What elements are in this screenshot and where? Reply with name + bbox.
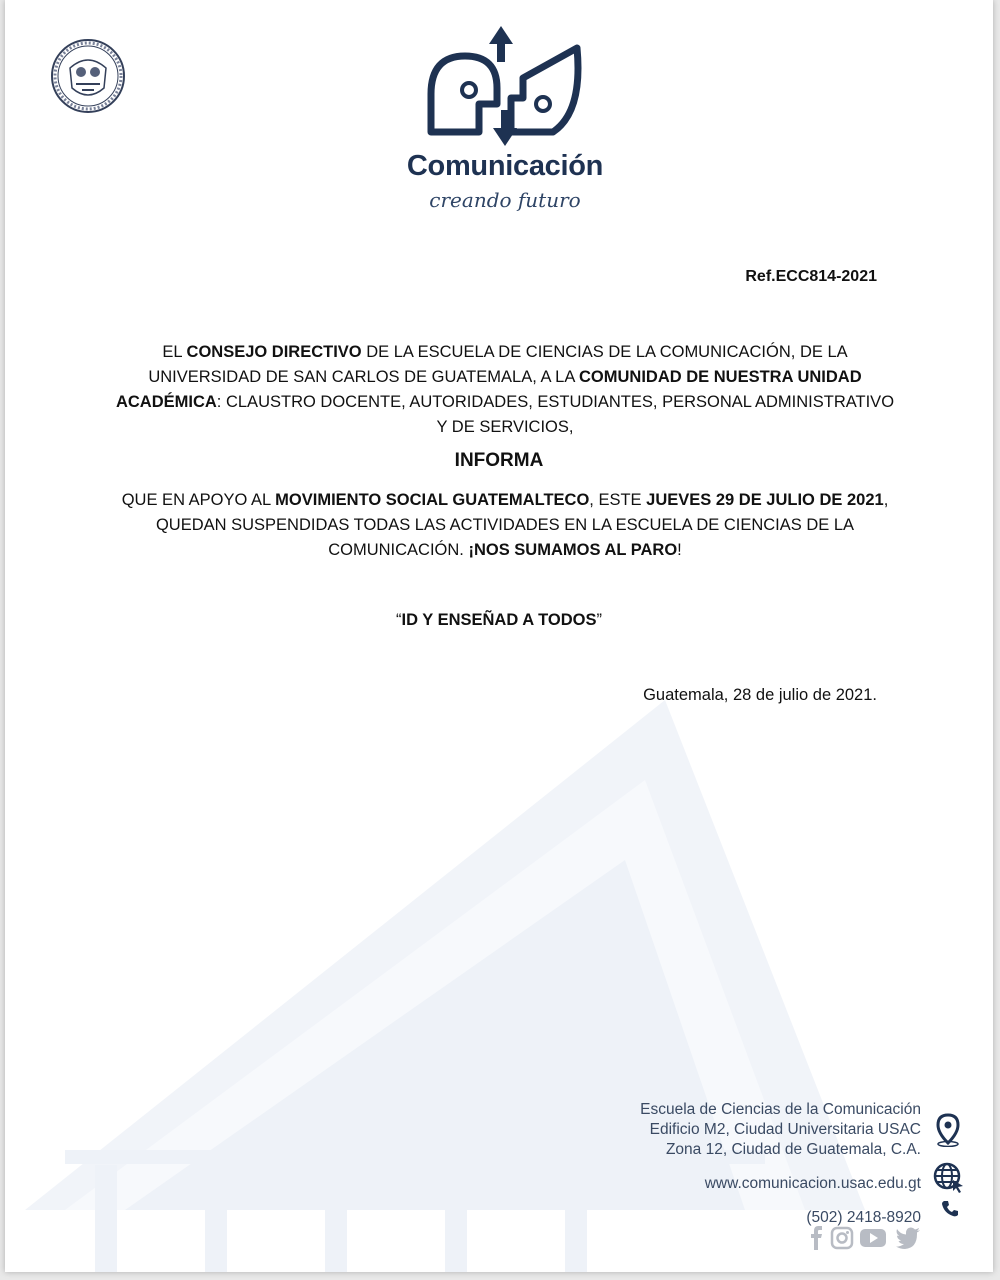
website-link[interactable]: www.comunicacion.usac.edu.gt [704, 1175, 921, 1192]
contact-footer [640, 1100, 921, 1228]
informa-heading: INFORMA [454, 450, 544, 471]
motto: “ID Y ENSEÑAD A TODOS” [396, 611, 602, 629]
comunicacion-logo-icon [423, 22, 585, 152]
globe-icon [933, 1162, 965, 1194]
address-line-2: Edificio M2, Ciudad Universitaria USAC [649, 1121, 921, 1138]
brand-name: Comunicación [406, 150, 604, 182]
phone-icon [941, 1200, 959, 1218]
phone-number: (502) 2418-8920 [806, 1209, 921, 1226]
opening-paragraph: EL CONSEJO DIRECTIVO DE LA ESCUELA DE CIENCIAS DE LA COMUNICACIÓN, DE LA UNIVERSIDAD DE SAN CARLOS DE GUATEMALA, A LA COMUNIDAD DE NUESTRA UNIDAD ACADÉMICA: CLAUSTRO DOCENTE, AUTORIDADES, ESTUDIANTES, PERSONAL ADMINISTRATIVO Y DE SERVICIOS, [115, 343, 895, 436]
twitter-icon[interactable] [895, 1226, 921, 1250]
letter-page [5, 0, 993, 1272]
reference-number: Ref.ECC814-2021 [745, 268, 877, 285]
address-line-1: Escuela de Ciencias de la Comunicación [640, 1101, 921, 1118]
university-seal-icon [48, 38, 128, 114]
announcement-paragraph: QUE EN APOYO AL MOVIMIENTO SOCIAL GUATEMALTECO, ESTE JUEVES 29 DE JULIO DE 2021, QUEDAN SUSPENDIDAS TODAS LAS ACTIVIDADES EN LA ESCUELA DE CIENCIAS DE LA COMUNICACIÓN. ¡NOS SUMAMOS AL PARO! [121, 491, 889, 559]
youtube-icon[interactable] [859, 1226, 887, 1250]
brand-tagline: creando futuro [429, 188, 581, 212]
location-icon [934, 1113, 962, 1147]
letter-date: Guatemala, 28 de julio de 2021. [643, 686, 877, 704]
facebook-icon[interactable] [805, 1226, 829, 1250]
address-line-3: Zona 12, Ciudad de Guatemala, C.A. [665, 1141, 921, 1158]
instagram-icon[interactable] [830, 1226, 854, 1250]
